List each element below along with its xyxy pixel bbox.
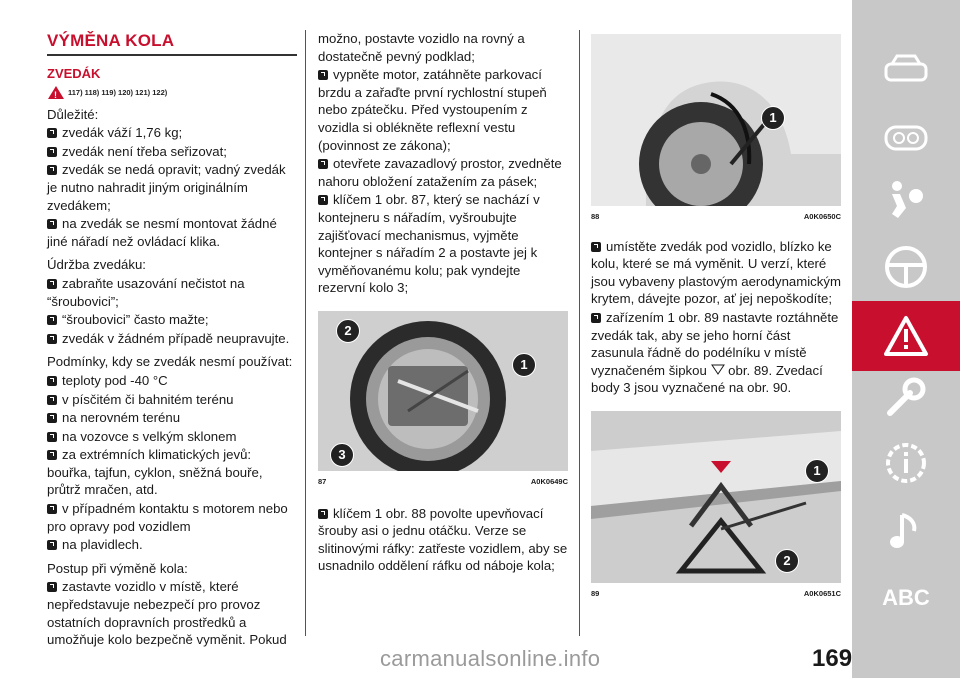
column-3	[591, 30, 841, 603]
paragraph-text: Postup při výměně kola:	[47, 560, 188, 576]
paragraph	[47, 161, 297, 214]
page-title: VÝMĚNA KOLA	[47, 31, 175, 50]
paragraph-text: zvedák není třeba seřizovat;	[62, 143, 227, 159]
warning-icon	[48, 86, 64, 99]
bullet-icon	[591, 313, 601, 323]
figure-88-caption	[591, 208, 841, 226]
warning-triangle-icon	[882, 314, 930, 358]
paragraph-text: možno, postavte vozidlo na rovný a dostatečně pevný podklad;	[318, 31, 525, 64]
paragraph-text: Důležité:	[47, 106, 99, 122]
paragraph	[318, 30, 568, 65]
paragraph-text: “šroubovici” často mažte;	[62, 312, 209, 328]
paragraph	[47, 560, 297, 578]
figure-87-caption	[318, 473, 568, 491]
text-jack-placement: umístěte zvedák pod vozidlo, blízko ke kolu, které se má vyměnit. U verzí, které jsou vybaveny plastovým aerodynamickým krytem, dávejte pozor, ať jej nepoškodíte;	[591, 238, 841, 307]
car-wheel-illustration	[591, 34, 841, 206]
column-2-text-top	[318, 30, 568, 297]
paragraph	[47, 536, 297, 554]
bullet-icon	[47, 413, 57, 423]
paragraph	[47, 353, 297, 371]
paragraph	[47, 275, 297, 310]
paragraph-text: Podmínky, kdy se zvedák nesmí používat:	[47, 354, 293, 370]
paragraph	[47, 106, 297, 124]
bullet-icon	[47, 128, 57, 138]
paragraph-text: zastavte vozidlo v místě, které nepředstavuje nebezpečí pro provoz ostatních dopravních prostředků a umožňuje kolo bezpečně vyměnit. Pokud	[47, 579, 287, 648]
section-title: ZVEDÁK	[47, 66, 101, 81]
bullet-icon	[318, 195, 328, 205]
paragraph-text: klíčem 1 obr. 87, který se nachází v kontejneru s nářadím, vyšroubujte zajišťovací mechanismus, vyjměte kontejner s nářadím 2 a postavte jej k vyměňovanému kolu; pak vyndejte rezervní kolo 3;	[318, 192, 540, 296]
figure-89	[591, 411, 841, 583]
bullet-icon	[591, 242, 601, 252]
figure-89-code: A0K0651C	[803, 588, 841, 598]
bullet-icon	[47, 219, 57, 229]
callout-1: 1	[761, 106, 785, 130]
sidebar-item-vehicle[interactable]	[852, 35, 960, 105]
figure-89-number: 89	[591, 588, 600, 598]
callout-1: 1	[805, 459, 829, 483]
sidebar-item-emergency[interactable]	[852, 301, 960, 371]
sidebar-item-driving[interactable]	[852, 232, 960, 302]
figure-89-caption	[591, 585, 841, 603]
paragraph-text: na vozovce s velkým sklonem	[62, 428, 237, 444]
figure-88	[591, 34, 841, 206]
airbag-seat-icon	[882, 178, 930, 222]
callout-3: 3	[330, 443, 354, 467]
paragraph	[318, 155, 568, 190]
paragraph	[47, 215, 297, 250]
bullet-icon	[47, 315, 57, 325]
paragraph-text: zvedák v žádném případě neupravujte.	[62, 330, 290, 346]
paragraph-text: zvedák se nedá opravit; vadný zvedák je nutno nahradit jiným originálním zvedákem;	[47, 162, 286, 213]
sidebar-item-safety[interactable]	[852, 165, 960, 235]
text-jack-raise: zařízením 1 obr. 89 nastavte roztáhněte zvedák tak, aby se jeho horní část zasunula řádně do podélníku v místě vyznačeném šipkou	[591, 309, 839, 378]
paragraph	[47, 446, 297, 499]
steering-wheel-icon	[882, 243, 930, 291]
paragraph	[47, 391, 297, 409]
bullet-icon	[47, 376, 57, 386]
paragraph-text: vypněte motor, zatáhněte parkovací brzdu a zařaďte první rychlostní stupeň nebo zpátečku. Před vystoupením z vozidla si oblékněte reflexní vestu (povinnost ze zákona);	[318, 67, 547, 153]
watermark: carmanualsonline.info	[380, 646, 601, 671]
bullet-icon	[47, 540, 57, 550]
paragraph-text: v případném kontaktu s motorem nebo pro opravy pod vozidlem	[47, 501, 288, 534]
column-divider-right	[579, 30, 580, 636]
wrench-icon	[882, 373, 930, 421]
paragraph	[47, 500, 297, 535]
column-2	[318, 30, 568, 576]
page-number: 169	[812, 645, 853, 672]
paragraph	[47, 409, 297, 427]
bullet-icon	[47, 279, 57, 289]
callout-1: 1	[512, 353, 536, 377]
bullet-icon	[47, 450, 57, 460]
paragraph	[47, 143, 297, 161]
paragraph-text: zabraňte usazování nečistot na “šroubovici”;	[47, 275, 245, 309]
arrow-down-icon	[711, 364, 725, 375]
paragraph	[47, 124, 297, 142]
paragraph-text: Údržba zvedáku:	[47, 257, 146, 273]
column-2-text-bottom	[318, 505, 568, 575]
text-jack-raise-end: obr. 89. Zvedací body 3 jsou vyznačené na obr. 90.	[591, 362, 823, 396]
figure-88-code: A0K0650C	[803, 212, 841, 221]
sidebar-item-maintenance[interactable]	[852, 362, 960, 432]
bullet-icon	[318, 70, 328, 80]
paragraph	[318, 505, 568, 575]
paragraph-text: klíčem 1 obr. 88 povolte upevňovací šrouby asi o jednu otáčku. Verze se slitinovými ráfky: zatřeste vozidlem, aby se usnadnilo oddělení ráfku od náboje kola;	[318, 505, 568, 574]
sidebar-item-dashboard[interactable]	[852, 102, 960, 172]
figure-88-number: 88	[591, 212, 600, 221]
car-icon	[882, 52, 930, 88]
paragraph-jack-placement	[591, 238, 841, 308]
paragraph-text: v písčitém či bahnitém terénu	[62, 391, 234, 407]
paragraph	[47, 372, 297, 390]
index-label: ABC	[882, 585, 930, 610]
paragraph	[47, 330, 297, 348]
callout-2: 2	[336, 319, 360, 343]
paragraph-text: na nerovném terénu	[62, 410, 181, 426]
paragraph-text: zvedák váží 1,76 kg;	[62, 125, 183, 141]
figure-87-code: A0K0649C	[530, 476, 568, 486]
sidebar-item-specs[interactable]	[852, 428, 960, 498]
paragraph-jack-raise	[591, 309, 841, 397]
paragraph-text: na plavidlech.	[62, 537, 143, 553]
music-note-icon	[882, 507, 930, 555]
callout-2: 2	[775, 549, 799, 573]
bullet-icon	[318, 159, 328, 169]
paragraph	[47, 428, 297, 446]
bullet-icon	[47, 395, 57, 405]
paragraph	[47, 256, 297, 274]
title-rule	[47, 54, 297, 56]
figure-87-number: 87	[318, 476, 327, 486]
bullet-icon	[47, 147, 57, 157]
column-1	[47, 30, 297, 650]
paragraph	[318, 66, 568, 154]
sidebar-item-multimedia[interactable]	[852, 496, 960, 566]
paragraph	[47, 311, 297, 329]
bullet-icon	[47, 582, 57, 592]
sidebar-item-index[interactable]	[852, 563, 960, 633]
figure-87	[318, 311, 568, 471]
bullet-icon	[318, 509, 328, 519]
bullet-icon	[47, 165, 57, 175]
warning-refs	[48, 84, 297, 102]
paragraph	[47, 578, 297, 648]
chapter-sidebar	[852, 0, 960, 678]
paragraph-text: za extrémních klimatických jevů: bouřka, tajfun, cyklon, sněžná bouře, průtrž mračen, atd.	[47, 447, 263, 498]
jack-illustration	[591, 411, 841, 583]
bullet-icon	[47, 334, 57, 344]
paragraph-text: otevřete zavazadlový prostor, zvedněte nahoru obložení zatažením za pásek;	[318, 156, 562, 189]
bullet-icon	[47, 432, 57, 442]
info-gear-icon	[882, 439, 930, 487]
paragraph-text: teploty pod -40 °C	[62, 372, 168, 388]
bullet-icon	[47, 504, 57, 514]
paragraph-text: na zvedák se nesmí montovat žádné jiné nářadí než ovládací klika.	[47, 216, 277, 249]
column-divider-left	[305, 30, 306, 636]
paragraph	[318, 191, 568, 297]
column-1-text	[47, 106, 297, 649]
dashboard-icon	[882, 119, 930, 155]
warning-references: 117) 118) 119) 120) 121) 122)	[68, 88, 168, 97]
